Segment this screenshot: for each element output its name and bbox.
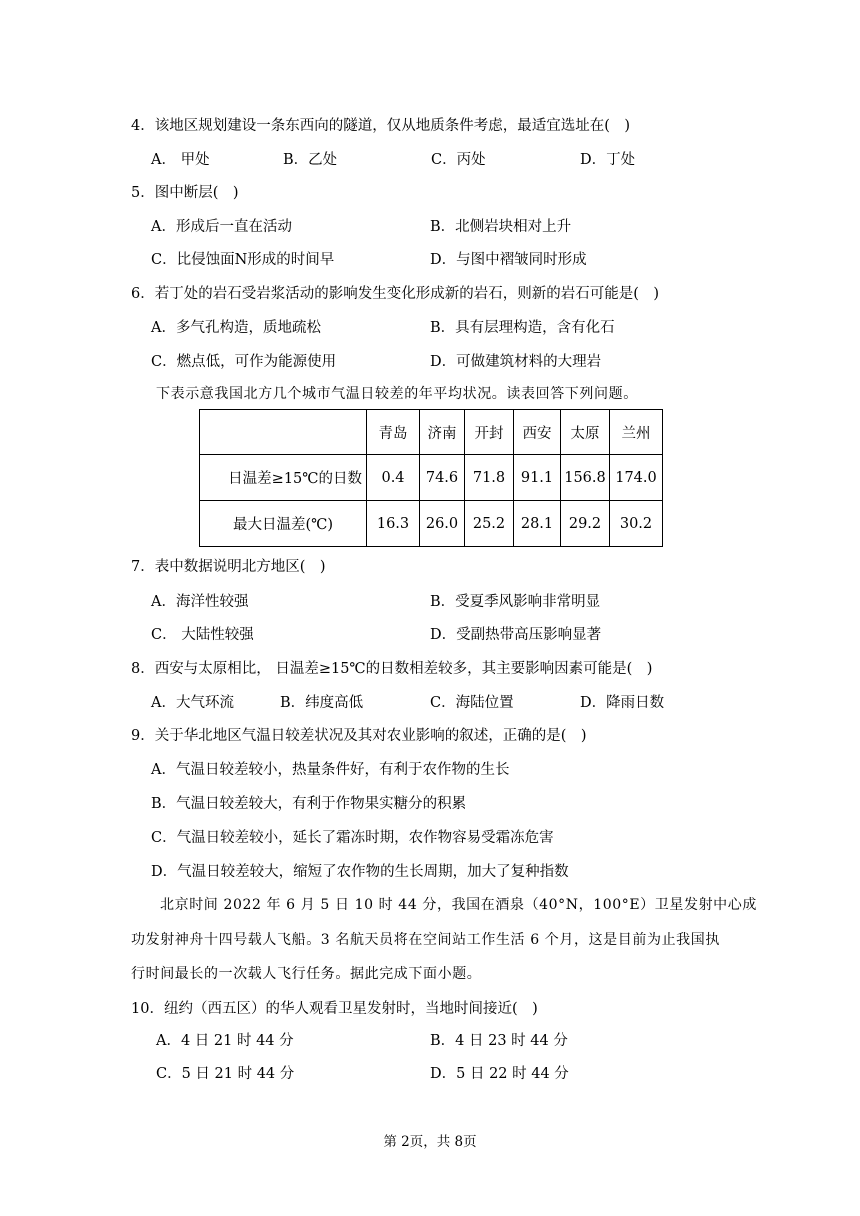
q5-option-b: B．北侧岩块相对上升 xyxy=(430,219,572,235)
q9-option-d: D．气温日较差较大，缩短了农作物的生长周期，加大了复种指数 xyxy=(151,864,569,880)
question-6-stem: 6．若丁处的岩石受岩浆活动的影响发生变化形成新的岩石，则新的岩石可能是( ) xyxy=(131,286,660,302)
table-cell: 174.0 xyxy=(610,455,663,501)
q5-option-c: C．比侵蚀面N形成的时间早 xyxy=(151,252,335,268)
passage-line-2: 功发射神舟十四号载人飞船。3 名航天员将在空间站工作生活 6 个月，这是目前为止我国执 xyxy=(131,932,720,948)
table-cell: 25.2 xyxy=(465,501,514,547)
table-row xyxy=(200,455,663,501)
question-4-stem: 4．该地区规划建设一条东西向的隧道，仅从地质条件考虑，最适宜选址在( ) xyxy=(131,118,631,134)
table-row-label: 日温差≥15℃的日数 xyxy=(200,455,367,501)
question-8-stem: 8．西安与太原相比， 日温差≥15℃的日数相差较多，其主要影响因素可能是( ) xyxy=(131,661,653,677)
question-7-stem: 7．表中数据说明北方地区( ) xyxy=(131,559,326,575)
q10-option-d: D．5 日 22 时 44 分 xyxy=(430,1066,569,1082)
q10-option-b: B．4 日 23 时 44 分 xyxy=(430,1033,568,1049)
q4-option-c: C．丙处 xyxy=(431,152,486,168)
q8-option-a: A．大气环流 xyxy=(151,695,234,711)
table-cell: 156.8 xyxy=(561,455,610,501)
q5-option-a: A．形成后一直在活动 xyxy=(151,219,292,235)
table-cell: 71.8 xyxy=(465,455,514,501)
q7-option-d: D．受副热带高压影响显著 xyxy=(430,627,602,643)
table-cell: 28.1 xyxy=(514,501,561,547)
table-header-lanzhou: 兰州 xyxy=(610,410,663,455)
q7-option-c: C． 大陆性较强 xyxy=(151,627,254,643)
table-header-qingdao: 青岛 xyxy=(367,410,420,455)
page-number-footer: 第 2页，共 8页 xyxy=(383,1134,477,1150)
table-cell: 29.2 xyxy=(561,501,610,547)
q9-option-a: A．气温日较差较小，热量条件好，有利于农作物的生长 xyxy=(151,762,510,778)
q8-option-b: B．纬度高低 xyxy=(280,695,364,711)
q5-option-d: D．与图中褶皱同时形成 xyxy=(430,252,587,268)
table-intro: 下表示意我国北方几个城市气温日较差的年平均状况。读表回答下列问题。 xyxy=(156,386,638,402)
table-cell: 30.2 xyxy=(610,501,663,547)
q8-option-c: C．海陆位置 xyxy=(430,695,514,711)
table-header-taiyuan: 太原 xyxy=(561,410,610,455)
question-10-stem: 10．纽约（西五区）的华人观看卫星发射时，当地时间接近( ) xyxy=(131,1001,538,1017)
table-cell: 26.0 xyxy=(420,501,465,547)
question-9-stem: 9．关于华北地区气温日较差状况及其对农业影响的叙述，正确的是( ) xyxy=(131,728,587,744)
question-5-stem: 5．图中断层( ) xyxy=(131,185,239,201)
table-header-xian: 西安 xyxy=(514,410,561,455)
q4-option-d: D．丁处 xyxy=(580,152,636,168)
table-header-empty xyxy=(200,410,367,455)
q7-option-b: B．受夏季风影响非常明显 xyxy=(430,594,601,610)
q4-option-b: B．乙处 xyxy=(283,152,338,168)
table-header-kaifeng: 开封 xyxy=(465,410,514,455)
table-row xyxy=(200,501,663,547)
table-header-row xyxy=(200,410,663,455)
table-cell: 91.1 xyxy=(514,455,561,501)
table-cell: 0.4 xyxy=(367,455,420,501)
q6-option-a: A．多气孔构造，质地疏松 xyxy=(151,320,321,336)
passage-line-3: 行时间最长的一次载人飞行任务。据此完成下面小题。 xyxy=(131,966,482,982)
q4-option-a: A． 甲处 xyxy=(151,152,210,168)
q10-option-a: A．4 日 21 时 44 分 xyxy=(156,1033,294,1049)
q9-option-b: B．气温日较差较大，有利于作物果实糖分的积累 xyxy=(151,796,467,812)
q8-option-d: D．降雨日数 xyxy=(580,695,665,711)
q6-option-d: D．可做建筑材料的大理岩 xyxy=(430,354,602,370)
q7-option-a: A．海洋性较强 xyxy=(151,594,249,610)
table-header-jinan: 济南 xyxy=(420,410,465,455)
table-cell: 16.3 xyxy=(367,501,420,547)
passage-line-1: 北京时间 2022 年 6 月 5 日 10 时 44 分，我国在酒泉（40°N，100°E）卫星发射中心成 xyxy=(160,897,757,913)
city-temperature-table xyxy=(199,409,663,547)
q6-option-c: C．燃点低，可作为能源使用 xyxy=(151,354,337,370)
q9-option-c: C．气温日较差较小，延长了霜冻时期，农作物容易受霜冻危害 xyxy=(151,830,554,846)
q10-option-c: C．5 日 21 时 44 分 xyxy=(156,1066,295,1082)
table-row-label: 最大日温差(℃) xyxy=(200,501,367,547)
q6-option-b: B．具有层理构造，含有化石 xyxy=(430,320,615,336)
table-cell: 74.6 xyxy=(420,455,465,501)
